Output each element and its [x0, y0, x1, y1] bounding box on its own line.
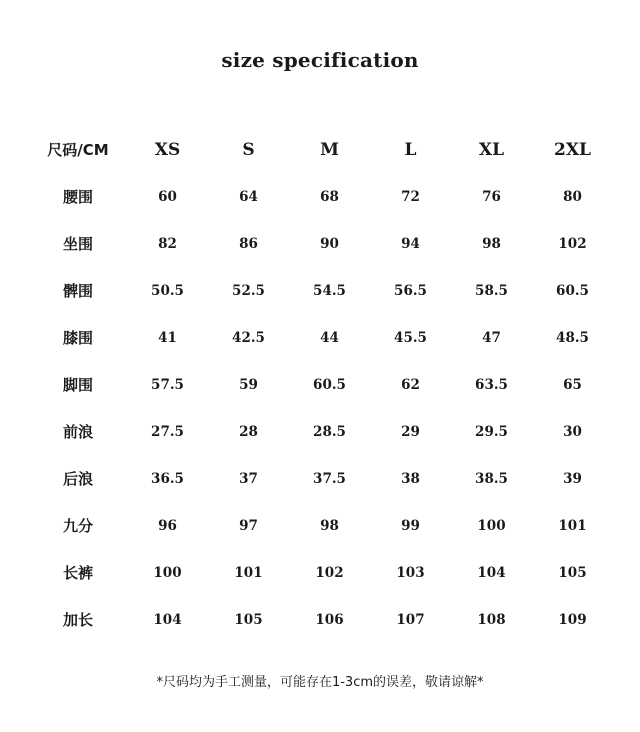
size-header-s: S	[242, 139, 255, 160]
table-cell: 72	[401, 188, 420, 205]
table-cell: 29	[401, 423, 420, 440]
table-cell: 27.5	[151, 423, 184, 440]
table-row	[29, 455, 613, 502]
size-header-m: M	[320, 139, 339, 160]
table-cell: 105	[558, 564, 587, 581]
table-cell: 45.5	[394, 329, 427, 346]
row-label: 坐围	[62, 235, 93, 253]
table-cell: 94	[401, 235, 420, 252]
size-table	[29, 126, 613, 643]
table-cell: 104	[477, 564, 506, 581]
table-row	[29, 502, 613, 549]
table-cell: 48.5	[556, 329, 589, 346]
table-cell: 99	[401, 517, 420, 534]
table-cell: 100	[477, 517, 506, 534]
table-cell: 80	[563, 188, 582, 205]
table-cell: 98	[482, 235, 501, 252]
table-cell: 86	[239, 235, 258, 252]
table-cell: 103	[396, 564, 425, 581]
table-cell: 109	[558, 611, 587, 628]
row-label: 前浪	[62, 423, 93, 441]
table-row	[29, 408, 613, 455]
table-cell: 76	[482, 188, 501, 205]
table-cell: 41	[158, 329, 177, 346]
table-row	[29, 173, 613, 220]
page-title: size specification	[221, 48, 419, 72]
table-cell: 57.5	[151, 376, 184, 393]
row-label: 九分	[62, 517, 93, 535]
table-cell: 96	[158, 517, 177, 534]
table-row	[29, 549, 613, 596]
size-header-l: L	[404, 139, 417, 160]
row-label: 后浪	[62, 470, 93, 488]
table-cell: 101	[558, 517, 587, 534]
table-cell: 100	[153, 564, 182, 581]
table-cell: 68	[320, 188, 339, 205]
table-cell: 30	[563, 423, 582, 440]
table-cell: 101	[234, 564, 263, 581]
table-cell: 60.5	[313, 376, 346, 393]
table-cell: 38	[401, 470, 420, 487]
table-row	[29, 361, 613, 408]
table-cell: 60	[158, 188, 177, 205]
table-cell: 44	[320, 329, 339, 346]
row-label: 长裤	[62, 564, 93, 582]
table-cell: 104	[153, 611, 182, 628]
table-cell: 108	[477, 611, 506, 628]
table-cell: 37	[239, 470, 258, 487]
table-cell: 52.5	[232, 282, 265, 299]
table-cell: 37.5	[313, 470, 346, 487]
table-cell: 28.5	[313, 423, 346, 440]
table-cell: 62	[401, 376, 420, 393]
table-cell: 64	[239, 188, 258, 205]
corner-label: 尺码/CM	[47, 141, 109, 159]
row-label: 脚围	[62, 376, 93, 394]
row-label: 腰围	[62, 188, 93, 206]
row-label: 膝围	[62, 329, 93, 347]
table-row	[29, 267, 613, 314]
table-cell: 65	[563, 376, 582, 393]
table-cell: 105	[234, 611, 263, 628]
table-row	[29, 220, 613, 267]
table-cell: 54.5	[313, 282, 346, 299]
size-header-row	[29, 126, 613, 173]
table-cell: 29.5	[475, 423, 508, 440]
table-cell: 97	[239, 517, 258, 534]
table-cell: 47	[482, 329, 501, 346]
table-cell: 82	[158, 235, 177, 252]
row-label: 髀围	[62, 282, 93, 300]
table-cell: 50.5	[151, 282, 184, 299]
table-row	[29, 596, 613, 643]
table-cell: 106	[315, 611, 344, 628]
size-header-xl: XL	[478, 139, 505, 160]
table-cell: 56.5	[394, 282, 427, 299]
row-label: 加长	[62, 611, 93, 629]
table-cell: 63.5	[475, 376, 508, 393]
table-cell: 98	[320, 517, 339, 534]
table-cell: 107	[396, 611, 425, 628]
table-cell: 90	[320, 235, 339, 252]
table-cell: 102	[558, 235, 587, 252]
table-row	[29, 314, 613, 361]
size-header-2xl: 2XL	[554, 139, 591, 160]
table-cell: 58.5	[475, 282, 508, 299]
measurement-note: *尺码均为手工测量，可能存在1-3cm的误差，敬请谅解*	[156, 675, 484, 690]
size-header-xs: XS	[154, 139, 181, 160]
table-cell: 39	[563, 470, 582, 487]
table-cell: 28	[239, 423, 258, 440]
table-cell: 38.5	[475, 470, 508, 487]
table-cell: 60.5	[556, 282, 589, 299]
table-cell: 42.5	[232, 329, 265, 346]
table-cell: 59	[239, 376, 258, 393]
table-cell: 36.5	[151, 470, 184, 487]
table-cell: 102	[315, 564, 344, 581]
